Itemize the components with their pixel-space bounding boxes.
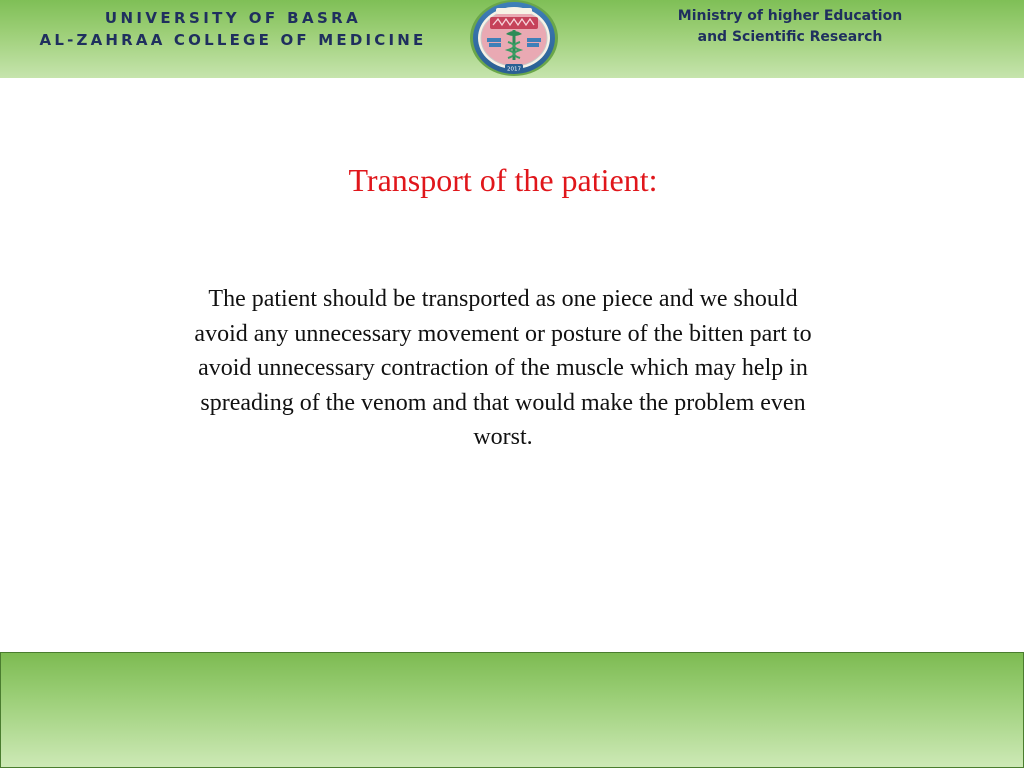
ministry-name — [640, 6, 940, 48]
ministry-line-1: Ministry of higher Education — [677, 8, 903, 24]
slide-body — [134, 282, 872, 455]
university-line-2: AL-ZAHRAA COLLEGE OF MEDICINE — [39, 31, 427, 49]
ministry-line-2: and Scientific Research — [697, 29, 883, 45]
body-line: worst. — [473, 424, 533, 450]
body-line: spreading of the venom and that would make the problem even — [200, 389, 806, 416]
university-name — [0, 8, 466, 52]
university-line-1: UNIVERSITY OF BASRA — [104, 9, 362, 27]
body-line: avoid any unnecessary movement or posture of the bitten part to — [194, 320, 812, 347]
slide-title: Transport of the patient: — [348, 162, 658, 198]
footer-banner — [0, 652, 1024, 768]
body-line: The patient should be transported as one piece and we should — [208, 286, 798, 312]
college-seal-icon — [468, 0, 560, 78]
logo-year: 2017 — [507, 66, 521, 73]
header-banner — [0, 0, 1024, 78]
body-line: avoid unnecessary contraction of the muscle which may help in — [198, 355, 808, 381]
